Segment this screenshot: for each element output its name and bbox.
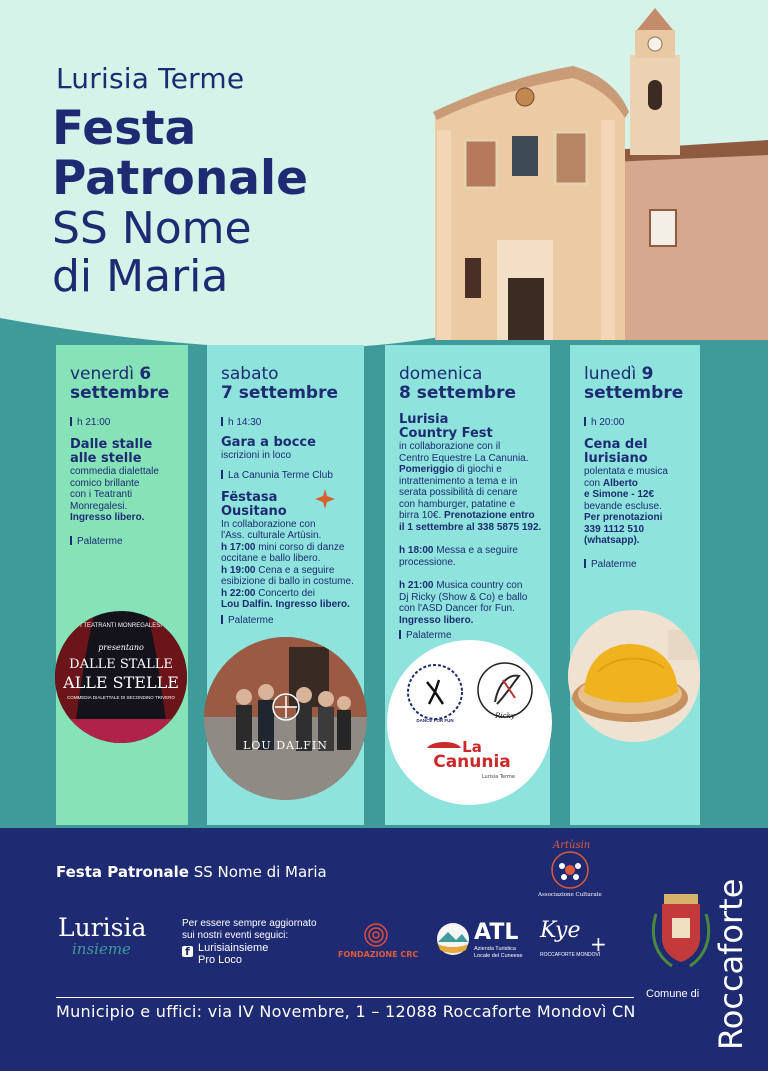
image-middle-text: presentano [98,643,144,652]
polenta-graphic [568,610,700,742]
day-heading: sabato [221,364,279,384]
event-title: Dalle stalle alle stelle [70,437,153,466]
la-canunia-logo: La Canunia Lurisia Terme [433,738,515,780]
occitan-event-title: Fëstasa Ousitano [221,491,358,519]
church-image [425,0,768,345]
image-band-label: LOU DALFIN [243,739,328,752]
month-heading: 7 settembre [221,383,338,403]
month-heading: settembre [584,383,684,403]
month-heading: settembre [70,383,170,403]
atl-subtitle: Azienda Turistica Locale del Cuneese [474,946,523,959]
atl-icon [436,922,470,956]
event-place: Palaterme [221,615,358,626]
artusin-logo-text: Artùsin [553,840,591,851]
page-subtitle [52,205,252,301]
image-line1: DALLE STALLE [69,657,173,672]
image-line2: ALLE STELLE [63,673,179,692]
kye-subtitle: ROCCAFORTE MONDOVÌ [540,952,601,958]
image-top-text: I TEATRANTI MONREGALESI [80,623,162,629]
roccaforte-vertical-label: Roccaforte [712,878,750,1050]
event-image-lou-dalfin [204,637,367,800]
social-text: Per essere sempre aggiornato sui nostri eventi seguici: [182,918,317,941]
band-photo-graphic [204,637,367,800]
fondazione-crc-icon [358,922,394,948]
footer-title: Festa Patronale SS Nome di Maria [56,863,327,881]
facebook-icon[interactable]: f [182,946,193,957]
event-column-monday [570,345,700,825]
comune-label: Comune di [646,988,700,1000]
page-title-line2: Patronale [52,151,308,206]
event-place: Palaterme [584,559,694,570]
fondazione-crc-logo: FONDAZIONE CRC [338,950,419,959]
event-place: Palaterme [70,536,182,547]
country-music-description: h 21:00 Musica country con Dj Ricky (Show & Co) e ballo con l'ASD Dancer for Fun. Ingresso libero. [399,580,528,626]
event-time: h 21:00 [70,417,182,428]
event-time: h 20:00 [584,417,694,428]
mass-description: h 18:00 Messa e a seguire processione. [399,545,518,568]
event-title: Gara a bocce [221,435,316,450]
page-subtitle-line2: di Maria [52,251,229,302]
header-place: Lurisia Terme [56,62,245,95]
occitan-description: In collaborazione con l'Ass. culturale Artùsin. h 17:00 mini corso di danze occitane e ballo libero. h 19:00 Cena e a seguire esibizione di ballo in costume. h 22:00 Concerto dei Lou Dalfin. Ingresso libero. [221,518,354,610]
address-line: Municipio e uffici: via IV Novembre, 1 – 12088 Roccaforte Mondovì CN [56,1002,636,1021]
day-heading: domenica [399,364,483,384]
page-title [52,101,308,206]
occitan-cross-icon [313,487,337,511]
event-title: Lurisia Country Fest [399,412,493,441]
month-heading: 8 settembre [399,383,516,403]
event-description: in collaborazione con il Centro Equestre La Canunia. Pomeriggio di giochi e intrattenimento a tema e in serata possibilità di cenare con hamburger, patatine e birra 10€. Prenotazione entro il 1 settembre al 338 5875 192. [399,441,542,533]
artusin-subtitle: Associazione Culturale [538,892,602,898]
day-heading: venerdì 6 [70,364,152,384]
lurisia-insieme-logo: Lurisia insieme [58,913,147,958]
artusin-flower-icon [550,850,590,890]
footer-divider [56,997,634,998]
facebook-page-link[interactable]: Lurisiainsieme Pro Loco [198,942,269,966]
event-title: Cena del lurisiano [584,437,648,466]
kye-logo-text: Kye [540,918,581,943]
event-description: commedia dialettale comico brillante con i Teatranti Monregalesi. Ingresso libero. [70,466,159,523]
event-description: polentata e musica con Alberto e Simone - 12€ bevande escluse. Per prenotazioni 339 1112 510 (whatsapp). [584,466,668,546]
event-place: Palaterme [399,630,544,641]
image-bottom-text: COMMEDIA DIALETTALE DI SECONDINO TRIVERO [67,695,175,700]
event-image-country-logos [387,640,552,805]
atl-logo-text: ATL [474,920,519,945]
page-subtitle-line1: SS Nome [52,203,252,254]
event-description: iscrizioni in loco [221,450,292,461]
event-club: La Canunia Terme Club [221,470,358,481]
dance-for-fun-logo-text: DANCE FOR FUN [416,718,454,723]
ricky-logo-text: Ricky [495,712,515,720]
page-title-line1: Festa [52,101,197,156]
footer [0,828,768,1071]
plus-icon: + [590,932,607,956]
day-heading: lunedì 9 [584,364,654,384]
event-time: h 14:30 [221,417,358,428]
event-column-friday [56,345,188,825]
roccaforte-coat-of-arms [648,894,714,974]
event-image-dalle-stalle [55,611,187,743]
event-image-polenta [568,610,700,742]
